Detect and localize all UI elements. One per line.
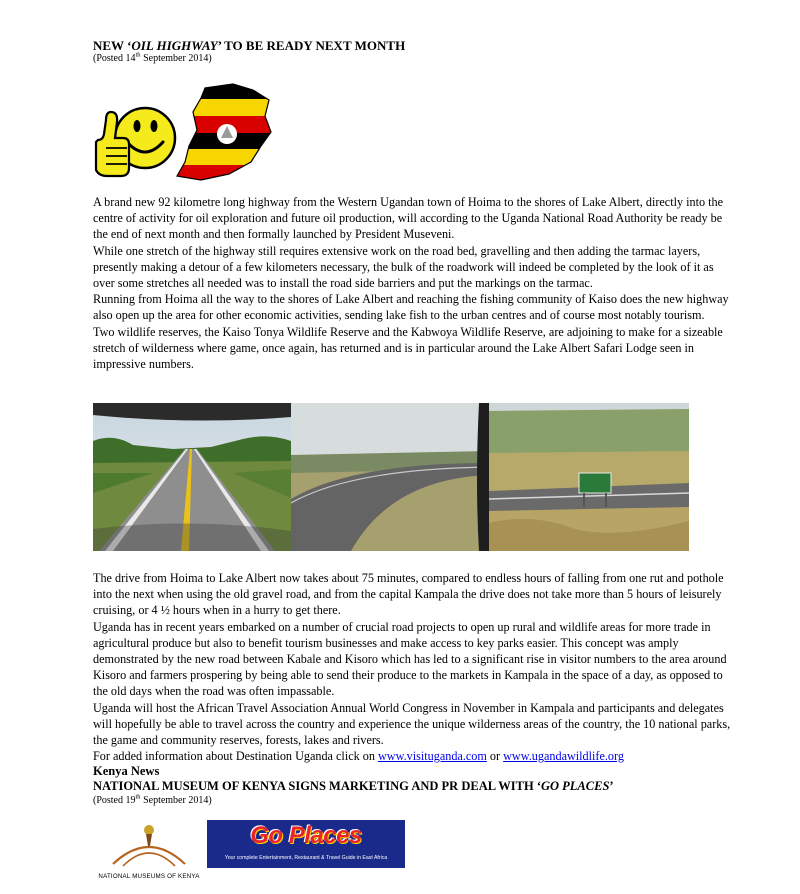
paragraph: Uganda has in recent years embarked on a number of crucial road projects to open up rural and wildlife areas for more trade in agricultural produce but also to benefit tourism businesses and make access to key parks easier. This concept was amply demonstrated by the new road between Kabale and Kisoro which has led to a significant rise in visitor numbers to the area around Kisoro and farmers prospering by being able to send their produce to the markets in Kampala in the space of a day, as opposed to the old days when the road was often impassable.	[93, 619, 727, 699]
article-body-continued	[93, 570, 733, 764]
museum-logo-text: NATIONAL MUSEUMS OF KENYA	[98, 873, 200, 880]
go-places-tagline: Your complete Entertainment, Restaurant & Travel Guide in East Africa	[224, 855, 388, 861]
posted-part: September 2014)	[140, 795, 212, 806]
info-text: For added information about Destination Uganda click on	[93, 749, 378, 764]
photo-highway-straight	[93, 403, 291, 551]
paragraph: While one stretch of the highway still requires extensive work on the road bed, gravelling and then adding the tarmac layers, presently making a detour of a few kilometers necessary, the bulk of the roadwork will indeed be completed by the look of it as over some stretches all needed was to install the road side barriers and put the markings on the tarmac.	[93, 243, 714, 291]
info-paragraph	[93, 748, 733, 764]
article2-headline	[93, 779, 614, 794]
headline-italic-part: GO PLACES	[540, 779, 610, 793]
info-text: or	[486, 749, 504, 764]
paragraph: Two wildlife reserves, the Kaiso Tonya Wildlife Reserve and the Kabwoya Wildlife Reserve, are adjoining to make for a sizeable stretch of wilderness where game, once again, has returned and is in particular around the Lake Albert Safari Lodge seen in impressive numbers.	[93, 324, 723, 372]
road-photos	[93, 403, 689, 551]
headline-part: ’	[609, 779, 614, 793]
headline-italic-part: OIL HIGHWAY	[131, 38, 218, 53]
article-body	[93, 194, 733, 372]
visituganda-link[interactable]: www.visituganda.com	[377, 749, 487, 764]
paragraph: Uganda will host the African Travel Association Annual World Congress in November in Kampala and participants and delegates will hopefully be able to travel across the country and experience the unique wilderness areas of the country, the 10 national parks, the game and community reserves, forests, lakes and rivers.	[93, 700, 731, 748]
posted-date	[93, 53, 212, 64]
section-heading: Kenya News	[93, 764, 160, 778]
posted-part: September 2014)	[140, 53, 212, 64]
posted-part: (Posted 19	[93, 795, 136, 806]
posted-date	[93, 795, 212, 806]
posted-ordinal: th	[135, 793, 141, 801]
ugandawildlife-link[interactable]: www.ugandawildlife.org	[503, 749, 624, 764]
paragraph: A brand new 92 kilometre long highway from the Western Ugandan town of Hoima to the shores of Lake Albert, directly into the centre of activity for oil exploration and future oil production, will according to the Uganda National Road Authority be ready be the end of next month and then formally launched by President Museveni.	[93, 195, 724, 242]
uganda-flag-map-icon	[173, 82, 273, 182]
go-places-logo	[207, 820, 405, 868]
national-museums-kenya-logo	[93, 820, 205, 880]
go-places-title: Go Places	[250, 822, 362, 849]
posted-ordinal: th	[135, 51, 141, 59]
headline-part: ’ TO BE READY NEXT MONTH	[217, 38, 406, 53]
headline-part: NATIONAL MUSEUM OF KENYA SIGNS MARKETING AND PR DEAL WITH ‘	[93, 779, 541, 793]
article-graphics	[93, 82, 273, 182]
posted-part: (Posted 14	[93, 53, 136, 64]
photo-roadside-sign	[489, 403, 689, 551]
paragraph: Running from Hoima all the way to the shores of Lake Albert and reaching the fishing community of Kaiso does the new highway also open up the area for other economic activities, sending lake fish to the urban centres and of course most notably tourism.	[93, 292, 729, 323]
paragraph: The drive from Hoima to Lake Albert now takes about 75 minutes, compared to endless hours of falling from one rut and pothole into the next when using the old gravel road, and from the capital Kampala the drive does not take more than 5 hours of leisurely cruising, or 4 ½ hours when in a hurry to get there.	[93, 571, 724, 618]
headline-part: NEW ‘	[93, 38, 132, 53]
museum-emblem-icon	[93, 820, 205, 872]
photo-highway-curve	[291, 403, 489, 551]
smiley-thumbs-up-icon	[96, 108, 175, 176]
